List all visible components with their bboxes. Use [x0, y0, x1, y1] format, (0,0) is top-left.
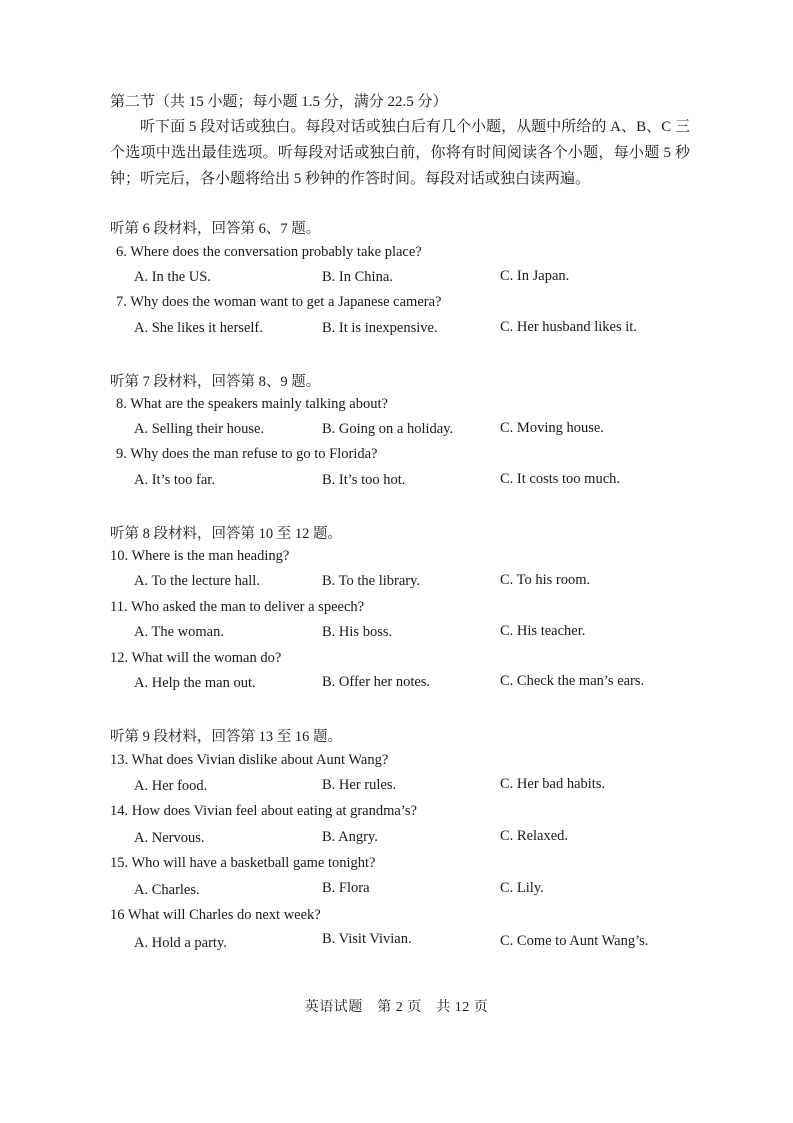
- question-10-option-a: A. To the lecture hall.: [134, 573, 260, 589]
- question-16-option-c: C. Come to Aunt Wang’s.: [500, 933, 649, 949]
- question-15-option-c: C. Lily.: [500, 880, 544, 896]
- question-11-option-b: B. His boss.: [322, 624, 393, 640]
- group-header-6: 听第 6 段材料，回答第 6、7 题。: [110, 221, 321, 237]
- question-13-option-b: B. Her rules.: [322, 777, 397, 793]
- question-14-option-b: B. Angry.: [322, 829, 378, 845]
- question-8-option-b: B. Going on a holiday.: [322, 421, 454, 437]
- question-7-option-c: C. Her husband likes it.: [500, 319, 637, 335]
- question-12-option-a: A. Help the man out.: [134, 675, 256, 691]
- question-6-option-c: C. In Japan.: [500, 268, 570, 284]
- question-12: 12. What will the woman do?: [110, 650, 282, 666]
- question-11-option-c: C. His teacher.: [500, 623, 586, 639]
- question-13: 13. What does Vivian dislike about Aunt Wang?: [110, 752, 389, 768]
- group-header-8: 听第 8 段材料，回答第 10 至 12 题。: [110, 526, 342, 542]
- section-title: 第二节（共 15 小题；每小题 1.5 分，满分 22.5 分）: [110, 94, 448, 110]
- group-header-7: 听第 7 段材料，回答第 8、9 题。: [110, 374, 321, 390]
- question-11-option-a: A. The woman.: [134, 624, 224, 640]
- question-6-option-b: B. In China.: [322, 269, 393, 285]
- group-header-9: 听第 9 段材料，回答第 13 至 16 题。: [110, 729, 342, 745]
- question-15-option-b: B. Flora: [322, 880, 370, 896]
- question-13-option-c: C. Her bad habits.: [500, 776, 606, 792]
- question-9: 9. Why does the man refuse to go to Florida?: [116, 446, 378, 462]
- question-8: 8. What are the speakers mainly talking about?: [116, 396, 388, 412]
- question-10-option-b: B. To the library.: [322, 573, 421, 589]
- question-6: 6. Where does the conversation probably take place?: [116, 244, 422, 260]
- question-7-option-a: A. She likes it herself.: [134, 320, 263, 336]
- question-8-option-c: C. Moving house.: [500, 420, 604, 436]
- question-16-option-a: A. Hold a party.: [134, 935, 227, 951]
- question-12-option-c: C. Check the man’s ears.: [500, 673, 645, 689]
- question-7: 7. Why does the woman want to get a Japanese camera?: [116, 294, 442, 310]
- question-15: 15. Who will have a basketball game tonight?: [110, 855, 376, 871]
- question-16: 16 What will Charles do next week?: [110, 907, 321, 923]
- question-11: 11. Who asked the man to deliver a speech?: [110, 599, 365, 615]
- question-14: 14. How does Vivian feel about eating at grandma’s?: [110, 803, 417, 819]
- question-12-option-b: B. Offer her notes.: [322, 674, 431, 690]
- question-16-option-b: B. Visit Vivian.: [322, 931, 412, 947]
- question-8-option-a: A. Selling their house.: [134, 421, 265, 437]
- page-footer: 英语试题 第 2 页 共 12 页: [304, 1000, 489, 1015]
- question-10-option-c: C. To his room.: [500, 572, 591, 588]
- question-14-option-a: A. Nervous.: [134, 830, 205, 846]
- question-9-option-b: B. It’s too hot.: [322, 472, 406, 488]
- question-14-option-c: C. Relaxed.: [500, 828, 569, 844]
- section-instructions: 听下面 5 段对话或独白。每段对话或独白后有几个小题，从题中所给的 A、B、C 三个选项中选出最佳选项。听每段对话或独白前，你将有时间阅读各个小题，每小题 5 秒钟；听完后，各小题将给出 5 秒钟的作答时间。每段对话或独白读两遍。: [110, 119, 690, 187]
- question-9-option-c: C. It costs too much.: [500, 471, 621, 487]
- question-10: 10. Where is the man heading?: [110, 548, 290, 564]
- question-6-option-a: A. In the US.: [134, 269, 211, 285]
- question-7-option-b: B. It is inexpensive.: [322, 320, 438, 336]
- question-13-option-a: A. Her food.: [134, 778, 208, 794]
- question-15-option-a: A. Charles.: [134, 882, 200, 898]
- question-9-option-a: A. It’s too far.: [134, 472, 215, 488]
